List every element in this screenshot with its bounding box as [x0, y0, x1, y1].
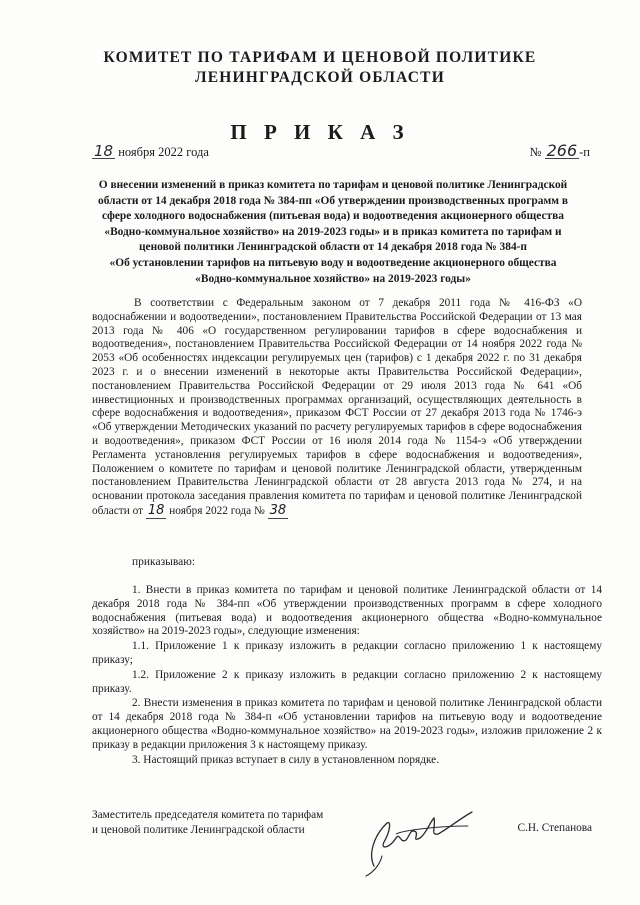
order-item: 2. Внести изменения в приказ комитета по тарифам и ценовой политике Ленинградской области от 14 декабря 2018 года № 384-п «Об установлении тарифов на питьевую воду и водоотведение акционерного общества «Водно-коммунальное хозяйство» на 2019-2023 годы», изложив приложение 2 к приказу в редакции приложения 3 к настоящему приказу.	[92, 697, 602, 751]
document-subject	[86, 178, 580, 287]
number-suffix: -п	[579, 145, 590, 159]
handwritten-number: 266	[546, 141, 578, 160]
order-item: 1.2. Приложение 2 к приказу изложить в редакции согласно приложению 2 к настоящему приказу.	[92, 668, 602, 695]
signer-position-line2: и ценовой политике Ленинградской области	[92, 824, 305, 836]
document-type-title: П Р И К А З	[230, 120, 410, 144]
handwritten-protocol-day: 18	[147, 502, 165, 518]
preamble-text: В соответствии с Федеральным законом от 7 декабря 2011 года № 416-ФЗ «О водоснабжении и водоотведении», постановлением Правительства Российской Федерации от 13 мая 2013 года № 406 «О государственном регулировании тарифов в сфере водоснабжения и водоотведения», постановлением Правительства Российской Федерации от 14 ноября 2022 года № 2053 «Об особенностях индексации регулируемых цен (тарифов) с 1 декабря 2022 г. по 31 декабря 2023 г. и о внесении изменений в некоторые акты Правительства Российской Федерации», постановлением Правительства Российской Федерации от 29 июля 2013 года № 641 «Об инвестиционных и производственных программах организаций, осуществляющих деятельность в сфере водоснабжения и водоотведения», приказом ФСТ России от 27 декабря 2013 года № 1746-э «Об утверждении Методических указаний по расчету регулируемых тарифов в сфере водоснабжения и водоотведения», приказом ФСТ России от 16 июля 2014 года № 1154-э «Об утверждении Регламента установления регулируемых тарифов в сфере водоснабжения и водоотведения», Положением о комитете по тарифам и ценовой политике Ленинградской области, утвержденным постановлением Правительства Ленинградской области от 28 августа 2013 года № 274, и на основании протокола заседания правления комитета по тарифам и ценовой политике Ленинградской области от	[92, 297, 582, 517]
subject-line: сфере холодного водоснабжения (питьевая вода) и водоотведения акционерного общества	[102, 210, 564, 223]
org-name-line2: ЛЕНИНГРАДСКОЙ ОБЛАСТИ	[195, 69, 445, 86]
handwritten-protocol-number: 38	[269, 502, 287, 518]
organization-header	[0, 48, 640, 88]
document-number	[529, 141, 590, 160]
order-item: 1. Внести в приказ комитета по тарифам и ценовой политике Ленинградской области от 14 декабря 2018 года № 384-пп «Об утверждении производственных программ в сфере холодного водоснабжения (питьевая вода) и водоотведения акционерного общества «Водно-коммунальное хозяйство» на 2019-2023 годы», следующие изменения:	[92, 584, 602, 638]
order-item: 3. Настоящий приказ вступает в силу в установленном порядке.	[132, 753, 440, 766]
handwritten-signature	[360, 796, 480, 882]
order-word: приказываю:	[132, 556, 196, 568]
org-name-line1: КОМИТЕТ ПО ТАРИФАМ И ЦЕНОВОЙ ПОЛИТИКЕ	[103, 49, 537, 66]
signer-position	[92, 808, 323, 838]
subject-line: «Водно-коммунальное хозяйство» на 2019-2023 годы» и в приказ комитета по тарифам и	[104, 225, 562, 238]
protocol-date-rest: ноября 2022 года №	[169, 504, 265, 517]
subject-line: ценовой политики Ленинградской области от 14 декабря 2018 года № 384-п	[138, 241, 527, 254]
order-item: 1.1. Приложение 1 к приказу изложить в редакции согласно приложению 1 к настоящему приказу;	[92, 640, 602, 666]
order-items	[92, 584, 602, 768]
subject-line: «Водно-коммунальное хозяйство» на 2019-2023 годы»	[195, 272, 471, 285]
preamble-paragraph	[92, 297, 582, 519]
date-month-year: ноября 2022 года	[118, 145, 209, 159]
signer-name: С.Н. Степанова	[517, 822, 592, 834]
signer-position-line1: Заместитель председателя комитета по тарифам	[92, 809, 324, 821]
subject-line: области от 14 декабря 2018 года № 384-пп «Об утверждении производственных программ в	[98, 194, 568, 207]
subject-line: «Об установлении тарифов на питьевую воду и водоотведение акционерного общества	[109, 256, 557, 269]
handwritten-date-day: 18	[94, 142, 114, 160]
number-prefix: №	[529, 145, 542, 159]
document-date	[92, 144, 209, 160]
subject-line: О внесении изменений в приказ комитета по тарифам и ценовой политике Ленинградской	[98, 179, 568, 191]
